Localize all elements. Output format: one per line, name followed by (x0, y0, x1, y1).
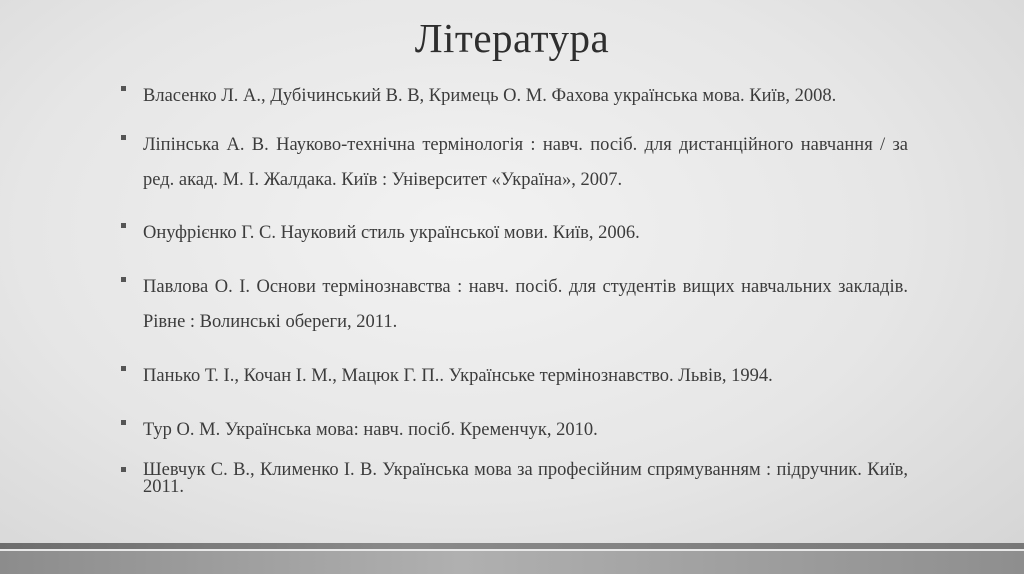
list-item (143, 270, 908, 340)
item-text: Шевчук С. В., Клименко І. В. Українська мова за професійним спрямуванням : підручник. Київ, 2011. (143, 460, 908, 497)
slide-title: Література (414, 15, 610, 61)
list-item (143, 79, 908, 114)
item-text: Тур О. М. Українська мова: навч. посіб. Кременчук, 2010. (143, 420, 598, 440)
item-text: Павлова О. І. Основи термінознавства : навч. посіб. для студентів вищих навчальних закладів. Рівне : Волинські обереги, 2011. (143, 277, 908, 332)
list-item (143, 462, 908, 496)
item-text: Власенко Л. А., Дубічинський В. В, Кримець О. М. Фахова українська мова. Київ, 2008. (143, 86, 837, 106)
footer-band (0, 551, 1024, 574)
list-item (143, 216, 908, 251)
list-item (143, 413, 908, 448)
item-text: Панько Т. І., Кочан І. М., Мацюк Г. П.. Українське термінознавство. Львів, 1994. (143, 366, 773, 386)
item-text: Ліпінська А. В. Науково-технічна термінологія : навч. посіб. для дистанційного навчання / за ред. акад. М. І. Жалдака. Київ : Університет «Україна», 2007. (143, 135, 908, 190)
item-text: Онуфрієнко Г. С. Науковий стиль української мови. Київ, 2006. (143, 223, 640, 243)
list-item (143, 128, 908, 198)
list-item (143, 359, 908, 394)
